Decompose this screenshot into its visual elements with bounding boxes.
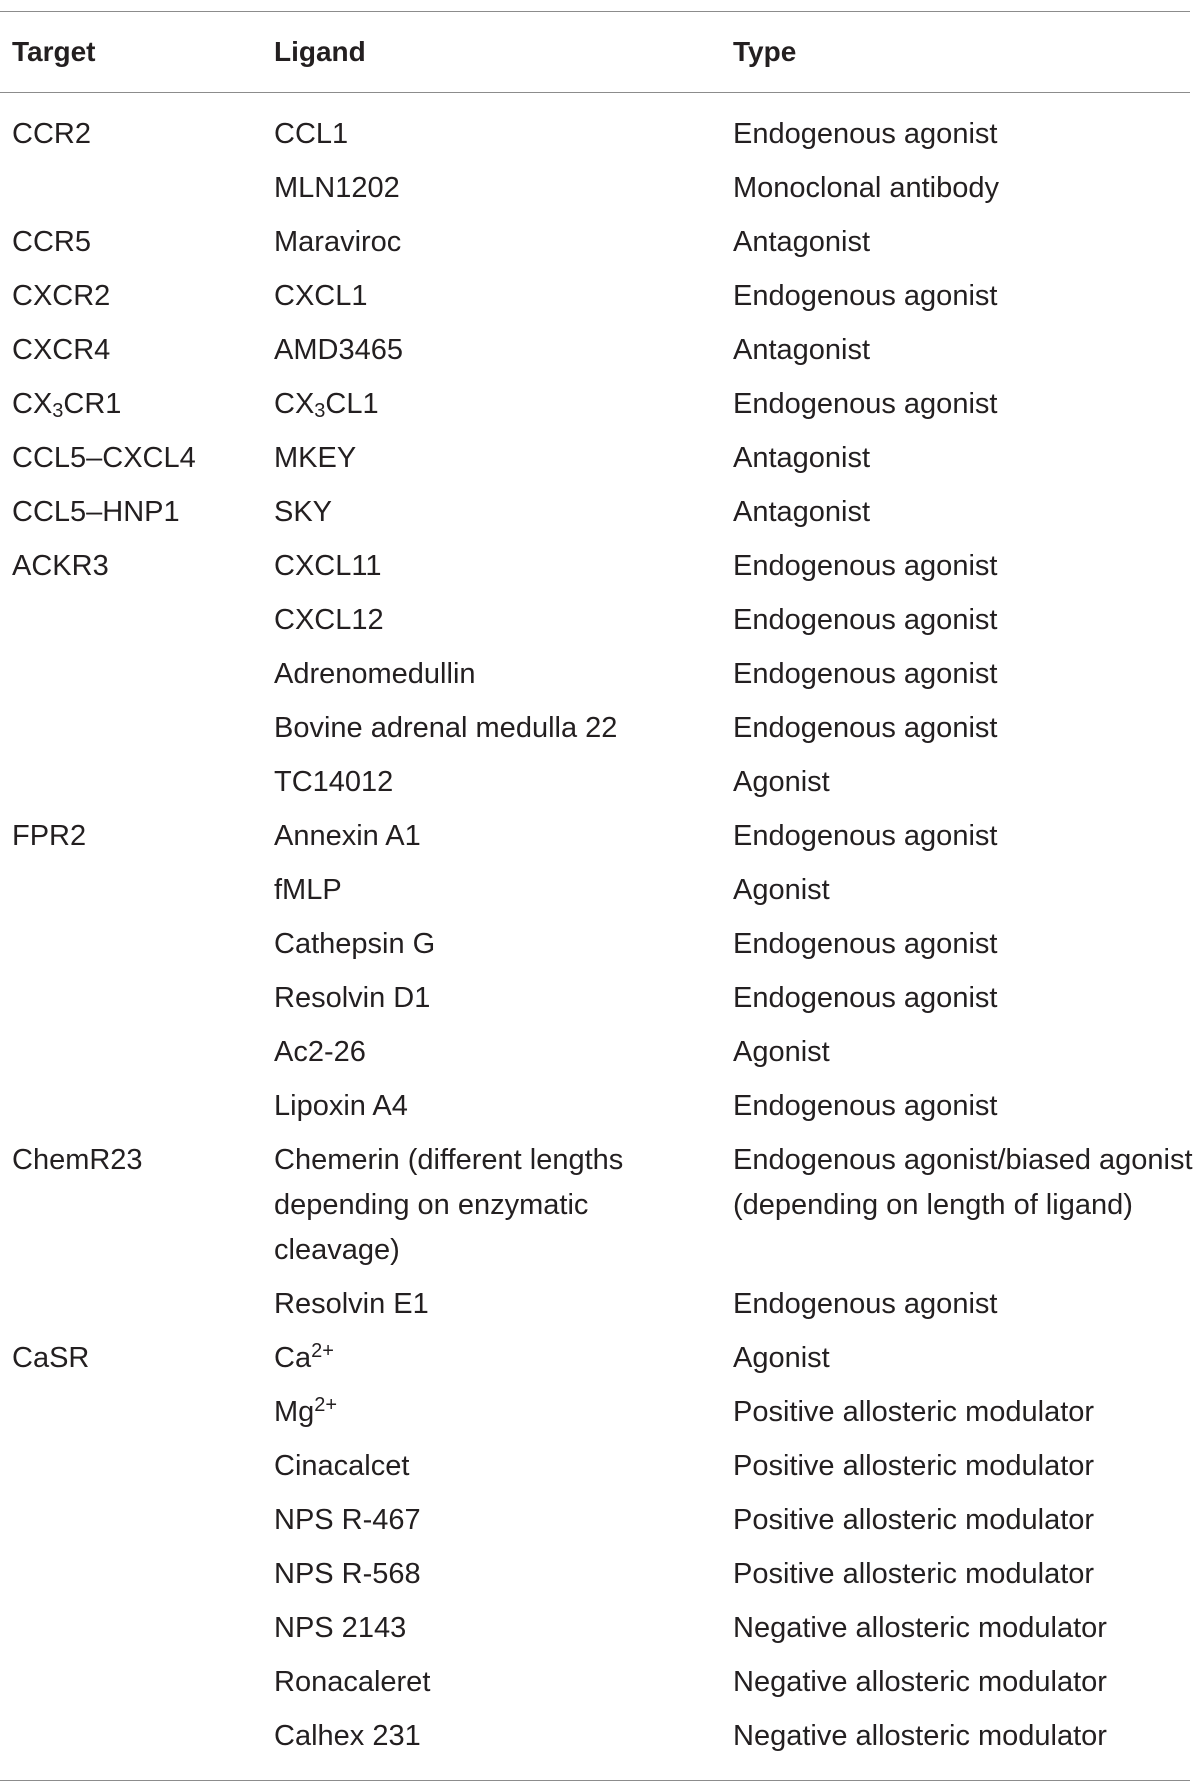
table-row (0, 1606, 1190, 1660)
cell-target: ChemR23 (12, 1144, 143, 1176)
cell-type: Antagonist (733, 226, 871, 258)
cell-type: Endogenous agonist (733, 1090, 998, 1122)
cell-type: Negative allosteric modulator (733, 1612, 1107, 1644)
cell-ligand-rest: CL1 (325, 388, 379, 420)
cell-ligand: AMD3465 (274, 334, 403, 366)
table-row (0, 814, 1190, 868)
cell-ligand (274, 1390, 714, 1437)
table-row (0, 1444, 1190, 1498)
table-row (0, 274, 1190, 328)
cell-type: Antagonist (733, 496, 871, 528)
table-row (0, 1552, 1190, 1606)
cell-type: Agonist (733, 766, 830, 798)
cell-type: Endogenous agonist (733, 118, 998, 150)
cell-type: Positive allosteric modulator (733, 1450, 1095, 1482)
table-row (0, 976, 1190, 1030)
cell-ligand-superscript: 2+ (314, 1394, 338, 1416)
cell-ligand (274, 382, 714, 429)
cell-ligand: NPS R-467 (274, 1504, 421, 1536)
cell-ligand: MLN1202 (274, 172, 400, 204)
cell-ligand: SKY (274, 496, 333, 528)
cell-target (12, 382, 262, 429)
cell-type: Antagonist (733, 442, 871, 474)
cell-type: Endogenous agonist (733, 928, 998, 960)
table-row (0, 382, 1190, 436)
cell-target: CCL5–CXCL4 (12, 442, 196, 474)
table-row (0, 1336, 1190, 1390)
cell-target: ACKR3 (12, 550, 109, 582)
cell-type: Agonist (733, 1036, 830, 1068)
cell-ligand: CXCL11 (274, 550, 382, 582)
cell-ligand: Bovine adrenal medulla 22 (274, 712, 618, 744)
cell-type: Endogenous agonist/biased agonist (depending on length of ligand) (733, 1144, 1193, 1221)
cell-type: Positive allosteric modulator (733, 1396, 1095, 1428)
table-row (0, 706, 1190, 760)
cell-type: Endogenous agonist (733, 712, 998, 744)
table-row (0, 1390, 1190, 1444)
table-row (0, 868, 1190, 922)
cell-ligand: MKEY (274, 442, 357, 474)
cell-type: Agonist (733, 1342, 830, 1374)
cell-ligand: TC14012 (274, 766, 394, 798)
cell-ligand: CCL1 (274, 118, 349, 150)
cell-ligand: Lipoxin A4 (274, 1090, 408, 1122)
cell-target: CXCR4 (12, 334, 111, 366)
cell-target: CXCR2 (12, 280, 111, 312)
table-row (0, 1084, 1190, 1138)
cell-ligand: Cathepsin G (274, 928, 436, 960)
cell-type: Endogenous agonist (733, 658, 998, 690)
cell-ligand-superscript: 2+ (311, 1340, 334, 1362)
cell-target: CCL5–HNP1 (12, 496, 180, 528)
cell-target-rest: CR1 (63, 388, 122, 420)
table-row (0, 1714, 1190, 1768)
cell-ligand: Ronacaleret (274, 1666, 431, 1698)
table-row (0, 544, 1190, 598)
table-row (0, 112, 1190, 166)
cell-ligand: Resolvin D1 (274, 982, 431, 1014)
cell-ligand-base: Mg (274, 1396, 315, 1428)
cell-target: CaSR (12, 1342, 90, 1374)
table-row (0, 1138, 1193, 1282)
table-header-rule (0, 92, 1190, 93)
cell-ligand: NPS 2143 (274, 1612, 407, 1644)
table-row (0, 328, 1190, 382)
cell-ligand: Ac2-26 (274, 1036, 366, 1068)
table-row (0, 598, 1190, 652)
table-bottom-rule (0, 1780, 1190, 1781)
cell-type: Antagonist (733, 334, 871, 366)
cell-type: Agonist (733, 874, 830, 906)
cell-target-base: CX (12, 388, 53, 420)
cell-ligand-base: CX (274, 388, 315, 420)
cell-type: Endogenous agonist (733, 550, 998, 582)
cell-type: Negative allosteric modulator (733, 1666, 1107, 1698)
table-row (0, 1282, 1190, 1336)
cell-type: Endogenous agonist (733, 388, 998, 420)
header-target: Target (12, 36, 96, 67)
cell-type: Endogenous agonist (733, 1288, 998, 1320)
table-row (0, 760, 1190, 814)
cell-target-subscript: 3 (52, 400, 64, 422)
table-row (0, 652, 1190, 706)
cell-ligand: NPS R-568 (274, 1558, 421, 1590)
cell-ligand: Adrenomedullin (274, 658, 476, 690)
cell-ligand (274, 1336, 714, 1383)
table-row (0, 166, 1190, 220)
table-body (0, 112, 1193, 1768)
cell-ligand: fMLP (274, 874, 342, 906)
cell-ligand: Resolvin E1 (274, 1288, 429, 1320)
cell-ligand: CXCL12 (274, 604, 384, 636)
table-row (0, 1660, 1190, 1714)
cell-type: Endogenous agonist (733, 820, 998, 852)
cell-ligand: CXCL1 (274, 280, 368, 312)
cell-type: Positive allosteric modulator (733, 1558, 1095, 1590)
table-top-rule (0, 11, 1190, 12)
header-type: Type (733, 36, 797, 67)
table-row (0, 922, 1190, 976)
cell-target: CCR5 (12, 226, 91, 258)
cell-type: Monoclonal antibody (733, 172, 1000, 204)
cell-type: Positive allosteric modulator (733, 1504, 1095, 1536)
cell-target: CCR2 (12, 118, 91, 150)
table-row (0, 490, 1190, 544)
cell-ligand: Calhex 231 (274, 1720, 421, 1752)
header-ligand: Ligand (274, 36, 366, 67)
table-row (0, 220, 1190, 274)
cell-ligand: Annexin A1 (274, 820, 421, 852)
cell-ligand: Cinacalcet (274, 1450, 410, 1482)
table-row (0, 1498, 1190, 1552)
cell-ligand: Chemerin (different lengths depending on enzymatic cleavage) (274, 1144, 624, 1266)
cell-type: Negative allosteric modulator (733, 1720, 1107, 1752)
cell-type: Endogenous agonist (733, 280, 998, 312)
cell-ligand-base: Ca (274, 1342, 312, 1374)
cell-ligand: Maraviroc (274, 226, 402, 258)
cell-type: Endogenous agonist (733, 604, 998, 636)
table-row (0, 1030, 1190, 1084)
cell-ligand-subscript: 3 (314, 400, 326, 422)
cell-type: Endogenous agonist (733, 982, 998, 1014)
table-header (0, 30, 1190, 74)
table-row (0, 436, 1190, 490)
cell-target: FPR2 (12, 820, 87, 852)
